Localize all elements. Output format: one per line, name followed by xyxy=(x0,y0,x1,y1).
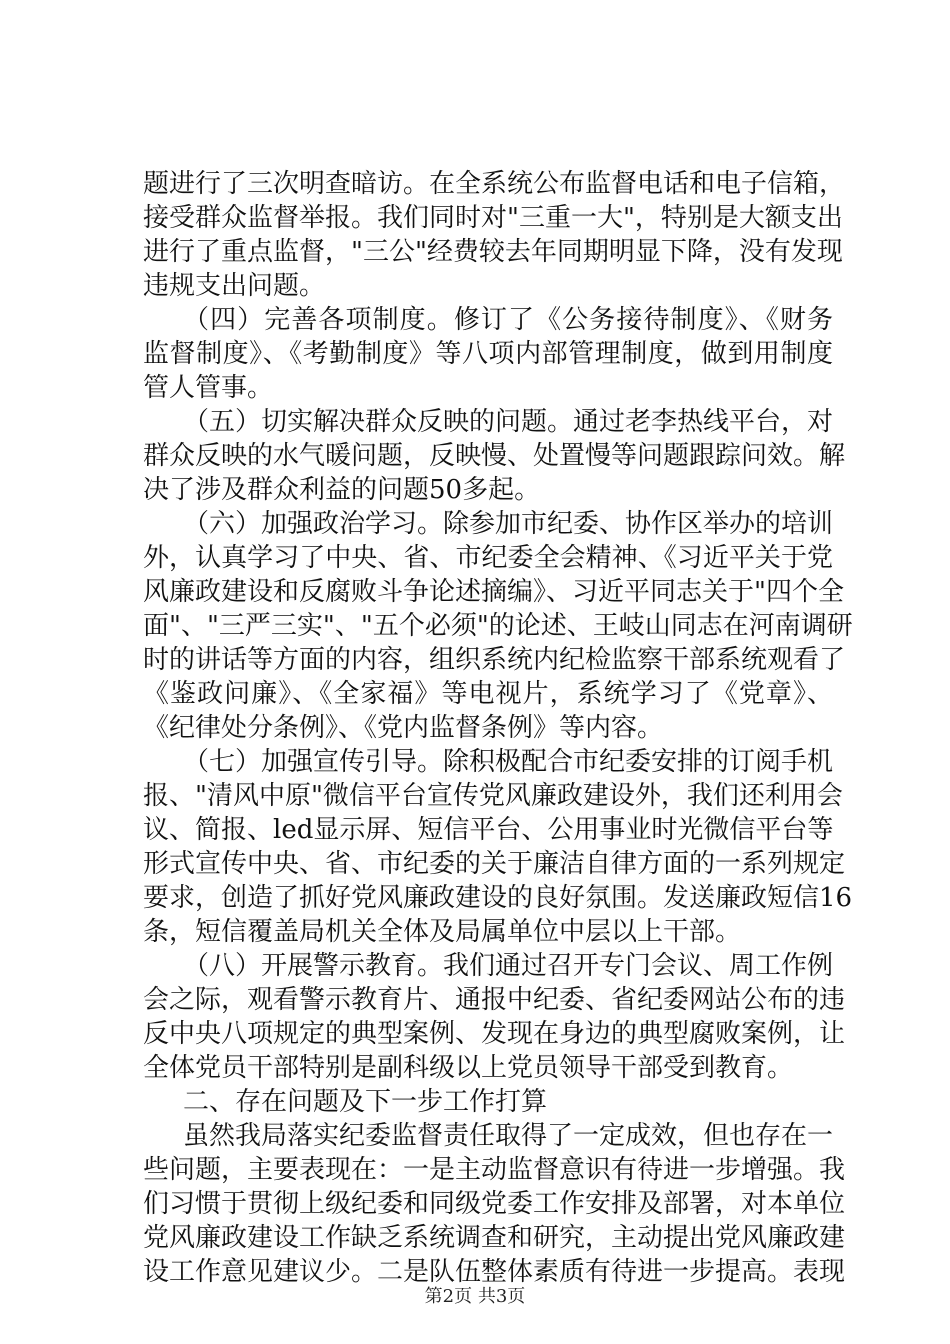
paragraph-section-5 xyxy=(143,405,846,507)
text-line: 风廉政建设和反腐败斗争论述摘编》、习近平同志关于"四个全 xyxy=(143,577,844,607)
text-line: 会之际，观看警示教育片、通报中纪委、省纪委网站公布的违 xyxy=(143,985,846,1015)
text-line: 要求，创造了抓好党风廉政建设的良好氛围。发送廉政短信16 xyxy=(143,883,853,913)
text-line: 违规支出问题。 xyxy=(143,271,326,301)
text-line: 面"、"三严三实"、"五个必须"的论述、王岐山同志在河南调研 xyxy=(143,611,853,641)
paragraph-supervision-continued xyxy=(143,167,846,303)
text-line: 们习惯于贯彻上级纪委和同级党委工作安排及部署，对本单位 xyxy=(143,1189,846,1219)
text-line: 监督制度》、《考勤制度》等八项内部管理制度，做到用制度 xyxy=(143,339,833,369)
text-line: 些问题，主要表现在：一是主动监督意识有待进一步增强。我 xyxy=(143,1155,846,1185)
text-line: 全体党员干部特别是副科级以上党员领导干部受到教育。 xyxy=(143,1053,794,1083)
paragraph-section-8 xyxy=(143,949,846,1085)
text-line: 报、"清风中原"微信平台宣传党风廉政建设外，我们还利用会 xyxy=(143,781,843,811)
text-line: 管人管事。 xyxy=(143,373,274,403)
text-line: 设工作意见建议少。二是队伍整体素质有待进一步提高。表现 xyxy=(143,1257,846,1287)
paragraph-section-7 xyxy=(143,745,853,949)
heading-line: 二、存在问题及下一步工作打算 xyxy=(183,1087,548,1117)
text-line: 反中央八项规定的典型案例、发现在身边的典型腐败案例，让 xyxy=(143,1019,846,1049)
text-line: 进行了重点监督，"三公"经费较去年同期明显下降，没有发现 xyxy=(143,237,843,267)
text-line: （四）完善各项制度。修订了《公务接待制度》、《财务 xyxy=(183,305,833,335)
document-body xyxy=(143,167,853,1289)
text-line: 条，短信覆盖局机关全体及局属单位中层以上干部。 xyxy=(143,917,742,947)
text-line: （七）加强宣传引导。除积极配合市纪委安排的订阅手机 xyxy=(183,747,834,777)
paragraph-section-6 xyxy=(143,507,853,745)
text-line: （八）开展警示教育。我们通过召开专门会议、周工作例 xyxy=(183,951,834,981)
text-line: 《纪律处分条例》、《党内监督条例》等内容。 xyxy=(143,713,664,743)
text-line: 《鉴政问廉》、《全家福》等电视片，系统学习了《党章》、 xyxy=(143,679,833,709)
text-line: 形式宣传中央、省、市纪委的关于廉洁自律方面的一系列规定 xyxy=(143,849,846,879)
text-line: （六）加强政治学习。除参加市纪委、协作区举办的培训 xyxy=(183,509,834,539)
section-heading xyxy=(143,1085,833,1119)
text-line: （五）切实解决群众反映的问题。通过老李热线平台，对 xyxy=(183,407,834,437)
paragraph-section-4 xyxy=(143,303,833,405)
text-line: 接受群众监督举报。我们同时对"三重一大"，特别是大额支出 xyxy=(143,203,843,233)
text-line: 党风廉政建设工作缺乏系统调查和研究，主动提出党风廉政建 xyxy=(143,1223,846,1253)
text-line: 题进行了三次明查暗访。在全系统公布监督电话和电子信箱， xyxy=(143,169,846,199)
text-line: 虽然我局落实纪委监督责任取得了一定成效，但也存在一 xyxy=(183,1121,834,1151)
page-number-footer: 第2页 共3页 xyxy=(424,1286,526,1307)
text-line: 外，认真学习了中央、省、市纪委全会精神、《习近平关于党 xyxy=(143,543,833,573)
text-line: 群众反映的水气暖问题，反映慢、处置慢等问题跟踪问效。解 xyxy=(143,441,846,471)
text-line: 议、简报、led显示屏、短信平台、公用事业时光微信平台等 xyxy=(143,815,834,845)
text-line: 决了涉及群众利益的问题50多起。 xyxy=(143,475,541,505)
text-line: 时的讲话等方面的内容，组织系统内纪检监察干部系统观看了 xyxy=(143,645,846,675)
paragraph-problems xyxy=(143,1119,846,1289)
